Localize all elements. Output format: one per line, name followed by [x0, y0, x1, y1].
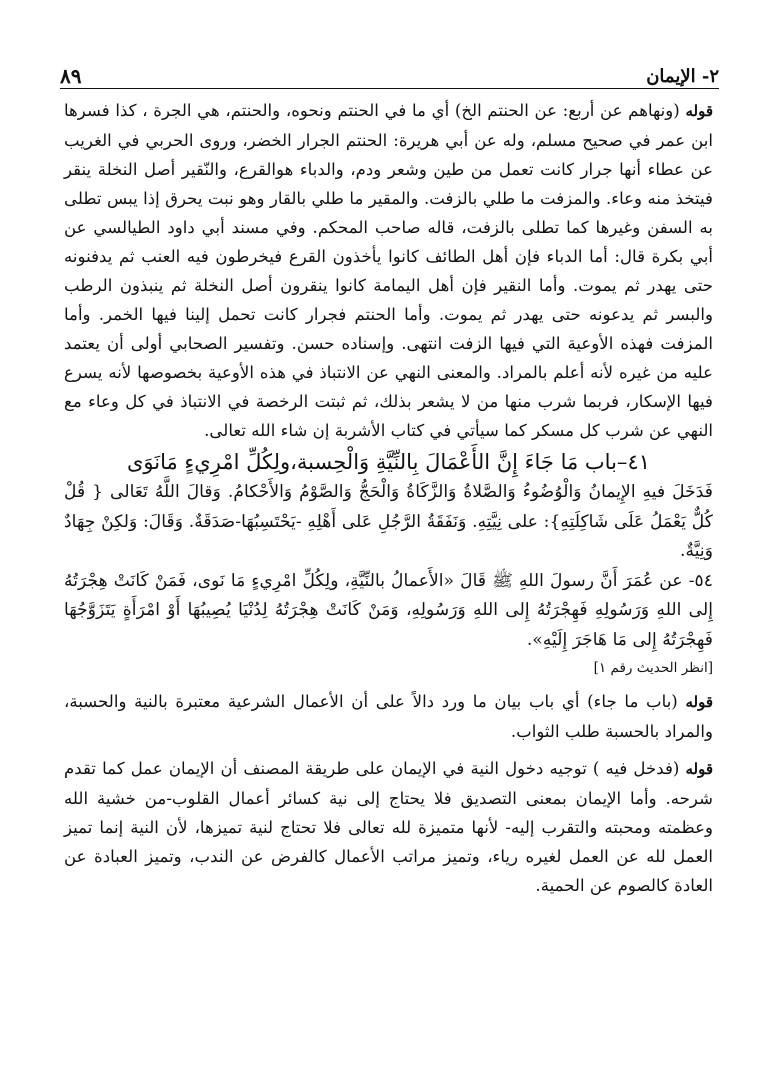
page-number: ٨٩: [60, 64, 82, 88]
hadith-reference: [انظر الحديث رقم ١]: [593, 660, 713, 676]
chapter-intro-text: فَدَخَلَ فيهِ الإِيمانُ وَالْوُضُوءُ وَالصَّلاةُ وَالزَّكَاةُ وَالْحَجُّ وَالصَّوْمُ وَالأَحْكامُ. وَقالَ اللَّهُ تَعَالى { قُلْ كُلٌّ يَعْمَلُ عَلَى شَاكِلَتِهِ}: على نِيَّتِهِ. وَنَفَقَةُ الرَّجُلِ عَلى أَهْلِهِ -يَحْتَسِبُهَا-صَدَقَةٌ. وَقَالَ: وَلكِنْ جِهَادٌ وَنِيَّةٌ.: [64, 482, 713, 561]
commentary-paragraph: [64, 687, 713, 746]
chapter-heading: ٤١–باب مَا جَاءَ إِنَّ الأَعْمَالَ بِالنِّيَّةِ وَالْحِسبة،ولِكُلِّ امْرِيءٍ مَانَوَى: [126, 450, 650, 474]
page-header: [60, 58, 719, 86]
qawluh-label: قوله: [685, 102, 713, 120]
commentary-text: (باب ما جاء) أي باب بيان ما ورد دالاً على أن الأعمال الشرعية معتبرة بالنية والحسبة، والمراد بالحسبة طلب الثواب.: [64, 692, 713, 741]
commentary-paragraph: [64, 754, 713, 900]
commentary-paragraph: [64, 96, 713, 445]
commentary-text: (ونهاهم عن أربع: عن الحنتم الخ) أي ما في الحنتم ونحوه، والحنتم، هي الجرة ، كذا فسرها ابن عمر في صحيح مسلم، وله عن أبي هريرة: الحنتم الجرار الخضر، وروى الحربي في الغريب عن عطاء أنها جرار كانت تعمل من طين وشعر ودم، والدباء هوالقرع، والنّقير أصل النخلة ينقر فيتخذ منه وعاء. والمزفت ما طلي بالزفت. والمقير ما طلي بالقار وهو نبت يحرق إذا يبس تطلى به السفن وغيرها كما تطلى بالزفت، قاله صاحب المحكم. وفي مسند أبي داود الطيالسي عن أبي بكرة قال: أما الدباء فإن أهل الطائف كانوا يأخذون القرع فيخرطون فيه العنب ثم يدفنونه حتى يهدر ثم يموت. وأما النقير فإن أهل اليمامة كانوا ينقرون أصل النخلة ثم ينبذون الرطب والبسر ثم يدعونه حتى يهدر ثم يموت. وأما الحنتم فجرار كانت تحمل إلينا فيها الخمر. وأما المزفت فهذه الأوعية التي فيها الزفت انتهى. وإسناده حسن. وتفسير الصحابي أولى أن يعتمد عليه من غيره لأنه أعلم بالمراد. والمعنى النهي عن الانتباذ في هذه الأوعية بخصوصها لأنه يسرع فيها الإسكار، فربما شرب منها من لا يشعر بذلك، ثم ثبتت الرخصة في الانتباذ في كل وعاء مع النهي عن شرب كل مسكر كما سيأتي في كتاب الأشربة إن شاء الله تعالى.: [64, 101, 713, 440]
header-divider: [60, 88, 719, 89]
commentary-text: (فدخل فيه ) توجيه دخول النية في الإيمان على طريقة المصنف أن الإيمان عمل كما تقدم شرحه. وأما الإيمان بمعنى التصديق فلا يحتاج إلى نية كسائر أعمال القلوب-من خشية الله وعظمته ومحبته والتقرب إليه- لأنها متميزة لله تعالى فلا تحتاج لنية تميزها، لأن النية إنما تميز العمل لله عن العمل لغيره رياء، وتميز مراتب الأعمال كالفرض عن الندب، وتميز العبادة عن العادة كالصوم عن الحمية.: [64, 759, 713, 895]
qawluh-label: قوله: [685, 760, 713, 778]
running-title: ٢- الإيمان: [646, 66, 719, 87]
hadith-text: ٥٤- عن عُمَرَ أَنَّ رسولَ اللهِ ﷺ قَالَ «الأَعمالُ بالنِّيَّةِ، ولِكُلِّ امْرِيءٍ مَا نَوى، فَمَنْ كَانَتْ هِجْرَتُهُ إِلى اللهِ وَرَسُولِهِ فَهِجْرَتُهُ إِلى اللهِ وَرَسُولِهِ، وَمَنْ كَانَتْ هِجْرَتُهُ لِدُنْيَا يُصِيبُهَا أَوْ امْرَأَةٍ يَتَزَوَّجُهَا فَهِجْرَتُهُ إِلى مَا هَاجَرَ إِلَيْهِ».: [64, 570, 713, 650]
page-body: [64, 96, 713, 900]
qawluh-label: قوله: [685, 693, 713, 711]
